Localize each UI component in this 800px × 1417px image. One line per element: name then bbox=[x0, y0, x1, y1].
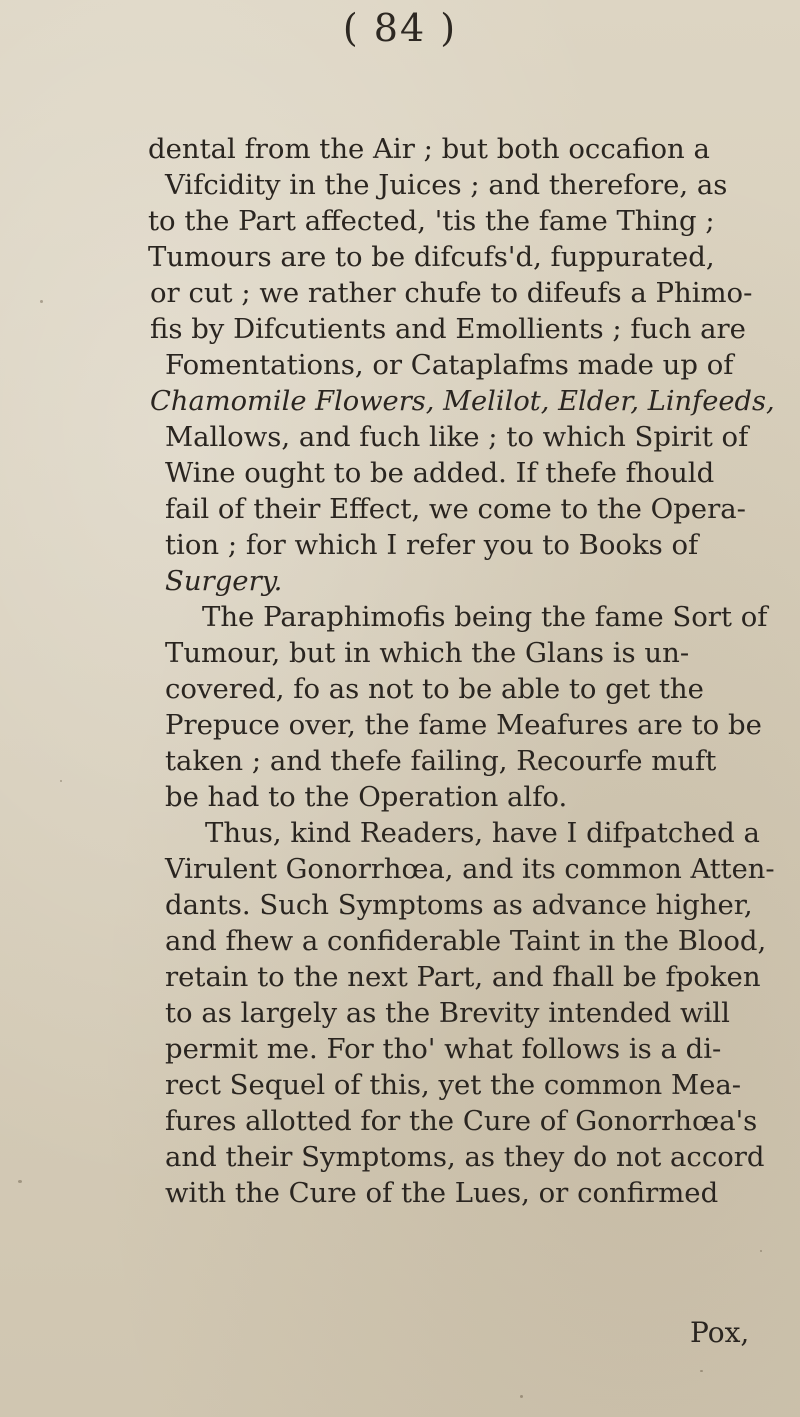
paper-speck bbox=[760, 1250, 762, 1252]
text-line: Tumour, but in which the Glans is un- bbox=[165, 637, 690, 669]
text-line: dental from the Air ; but both occafion a bbox=[148, 133, 710, 165]
text-line: be had to the Operation alfo. bbox=[165, 781, 568, 813]
text-line: retain to the next Part, and fhall be fpoken bbox=[165, 961, 761, 993]
text-line: to as largely as the Brevity intended will bbox=[165, 997, 730, 1029]
paper-speck bbox=[520, 1395, 523, 1398]
text-line: tion ; for which I refer you to Books of bbox=[165, 529, 699, 561]
text-line: fis by Difcutients and Emollients ; fuch are bbox=[150, 313, 746, 345]
text-line: and their Symptoms, as they do not accord bbox=[165, 1141, 765, 1173]
text-line: Vifcidity in the Juices ; and therefore, as bbox=[165, 169, 728, 201]
text-line: to the Part affected, 'tis the fame Thing ; bbox=[148, 205, 715, 237]
text-line: Fomentations, or Cataplafms made up of bbox=[165, 349, 734, 381]
text-line: Prepuce over, the fame Meafures are to be bbox=[165, 709, 762, 741]
catchword: Pox, bbox=[690, 1316, 750, 1349]
paper-speck bbox=[700, 1370, 703, 1372]
text-line: Thus, kind Readers, have I difpatched a bbox=[205, 817, 760, 849]
text-line: covered, fo as not to be able to get the bbox=[165, 673, 704, 705]
text-line: fures allotted for the Cure of Gonorrhœa's bbox=[165, 1105, 758, 1137]
paper-speck bbox=[40, 300, 43, 303]
text-line: Chamomile Flowers, Melilot, Elder, Linfeeds, bbox=[150, 385, 775, 417]
text-line: Tumours are to be difcufs'd, fuppurated, bbox=[148, 241, 715, 273]
text-line: Mallows, and fuch like ; to which Spirit of bbox=[165, 421, 749, 453]
text-line: with the Cure of the Lues, or confirmed bbox=[165, 1177, 719, 1209]
page-number: ( 84 ) bbox=[342, 6, 458, 50]
text-line: dants. Such Symptoms as advance higher, bbox=[165, 889, 753, 921]
text-line: permit me. For tho' what follows is a di- bbox=[165, 1033, 722, 1065]
paper-speck bbox=[60, 780, 62, 782]
text-line: Wine ought to be added. If thefe fhould bbox=[165, 457, 715, 489]
text-line: rect Sequel of this, yet the common Mea- bbox=[165, 1069, 742, 1101]
text-line: or cut ; we rather chufe to difeufs a Phimo- bbox=[150, 277, 753, 309]
text-line: Surgery. bbox=[165, 565, 283, 597]
text-line: The Paraphimofis being the fame Sort of bbox=[202, 601, 768, 633]
text-line: fail of their Effect, we come to the Opera- bbox=[165, 493, 746, 525]
text-line: taken ; and thefe failing, Recourfe muft bbox=[165, 745, 717, 777]
text-line: Virulent Gonorrhœa, and its common Atten- bbox=[165, 853, 775, 885]
paper-speck bbox=[18, 1180, 22, 1183]
text-line: and fhew a confiderable Taint in the Blood, bbox=[165, 925, 767, 957]
